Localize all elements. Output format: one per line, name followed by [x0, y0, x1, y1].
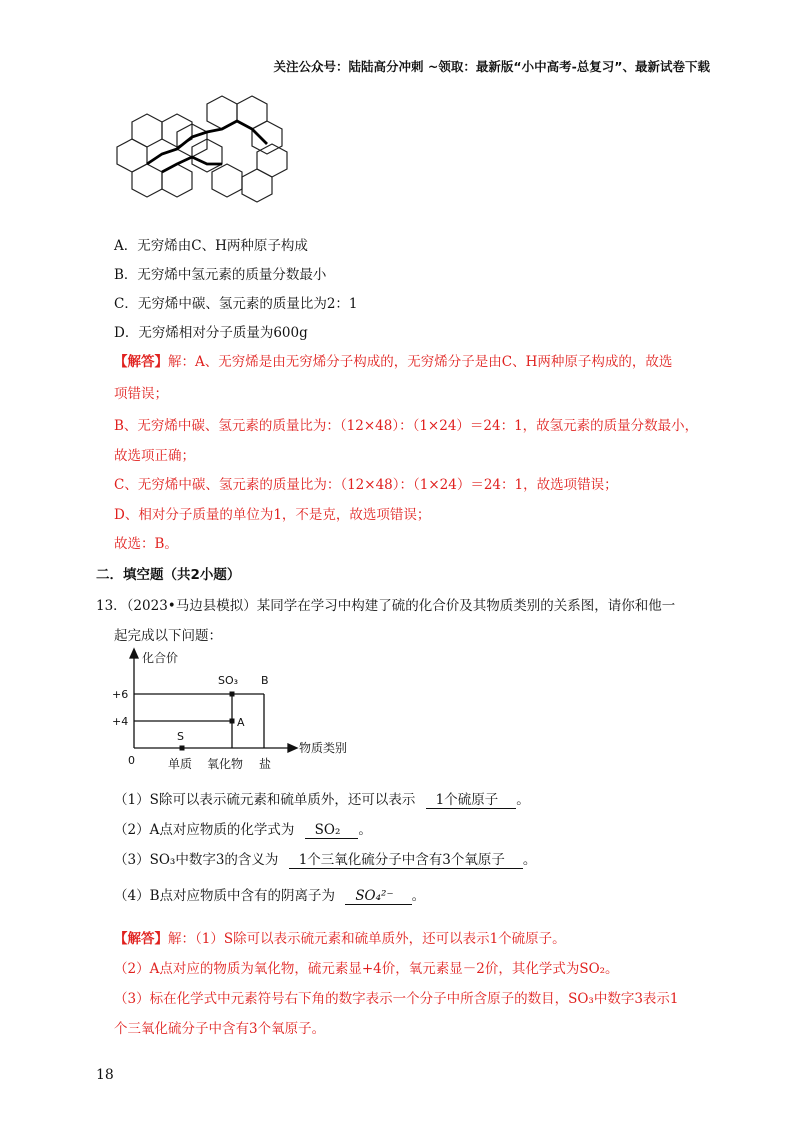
- answer-1-line-2: 项错误；: [114, 386, 168, 402]
- chart-y-tick-0: 0: [128, 754, 135, 767]
- answer-2-line-2: （2）A点对应的物质为氧化物，硫元素显+4价，氧元素显－2价，其化学式为SO₂。: [114, 961, 619, 977]
- q13-sub-3: （3）SO₃中数字3的含义为 1个三氧化硫分子中含有3个氧原子 。: [114, 848, 536, 869]
- chart-point-a-label: A: [237, 716, 245, 729]
- answer-1-line-1: 【解答】解：A、无穷烯是由无穷烯分子构成的，无穷烯分子是由C、H两种原子构成的，故选: [114, 354, 673, 370]
- answer-1-line-5: C、无穷烯中碳、氢元素的质量比为：（12×48）：（1×24）＝24：1，故选项错误；: [114, 477, 618, 493]
- chart-y-tick-plus4: +4: [112, 715, 129, 728]
- chart-x-tick-elemental: 单质: [168, 757, 193, 771]
- page-number: 18: [96, 1067, 114, 1083]
- chart-point-b-label: B: [261, 674, 269, 687]
- answer-2-tag: 【解答】: [114, 931, 168, 947]
- infinitene-structure-figure: [112, 92, 292, 218]
- q13-sub-1-answer: 1个硫原子: [426, 788, 517, 809]
- chart-x-tick-oxide: 氧化物: [207, 757, 244, 771]
- answer-1-line-7: 故选：B。: [114, 536, 178, 552]
- option-d: D．无穷烯相对分子质量为600g: [114, 325, 308, 341]
- q13-stem-line-1: 13．（2023•马边县模拟）某同学在学习中构建了硫的化合价及其物质类别的关系图，请你和他一: [96, 598, 676, 614]
- section-title: 二．填空题（共2小题）: [96, 567, 241, 583]
- chart-x-label: 物质类别: [299, 741, 348, 755]
- chart-y-tick-plus6: +6: [112, 688, 129, 701]
- answer-2-line-4: 个三氧化硫分子中含有3个氧原子。: [114, 1021, 326, 1037]
- q13-sub-4: （4）B点对应物质中含有的阴离子为 SO₄²⁻ 。: [114, 888, 426, 904]
- chart-x-tick-salt: 盐: [259, 757, 272, 771]
- q13-sub-4-answer: SO₄²⁻: [345, 888, 411, 905]
- option-a: A．无穷烯由C、H两种原子构成: [114, 238, 308, 254]
- chart-y-label: 化合价: [142, 651, 179, 665]
- q13-sub-3-answer: 1个三氧化硫分子中含有3个氧原子: [289, 848, 523, 869]
- chart-point-s-label: S: [177, 730, 184, 743]
- q13-stem-line-2: 起完成以下问题：: [114, 628, 222, 644]
- q13-sub-1: （1）S除可以表示硫元素和硫单质外，还可以表示 1个硫原子 。: [114, 788, 530, 809]
- q13-sub-2: （2）A点对应物质的化学式为 SO₂ 。: [114, 822, 372, 838]
- page-header: 关注公众号：陆陆高分冲刺 ~领取：最新版“小中高考-总复习”、最新试卷下载: [273, 59, 710, 74]
- answer-tag: 【解答】: [114, 354, 168, 370]
- sulfur-valence-chart: [112, 646, 362, 776]
- answer-2-line-3: （3）标在化学式中元素符号右下角的数字表示一个分子中所含原子的数目，SO₃中数字3表示1: [114, 991, 679, 1007]
- option-c: C．无穷烯中碳、氢元素的质量比为2：1: [114, 296, 358, 312]
- answer-1-line-4: 故选项正确；: [114, 448, 195, 464]
- chart-point-so3-label: SO₃: [218, 674, 239, 687]
- q13-sub-2-answer: SO₂: [305, 822, 359, 839]
- answer-1-line-6: D、相对分子质量的单位为1，不是克，故选项错误；: [114, 507, 431, 523]
- option-b: B．无穷烯中氢元素的质量分数最小: [114, 267, 327, 283]
- answer-1-line-3: B、无穷烯中碳、氢元素的质量比为：（12×48）：（1×24）＝24：1，故氢元素的质量分数最小，: [114, 418, 699, 434]
- answer-2-line-1: 【解答】解：（1）S除可以表示硫元素和硫单质外，还可以表示1个硫原子。: [114, 931, 566, 947]
